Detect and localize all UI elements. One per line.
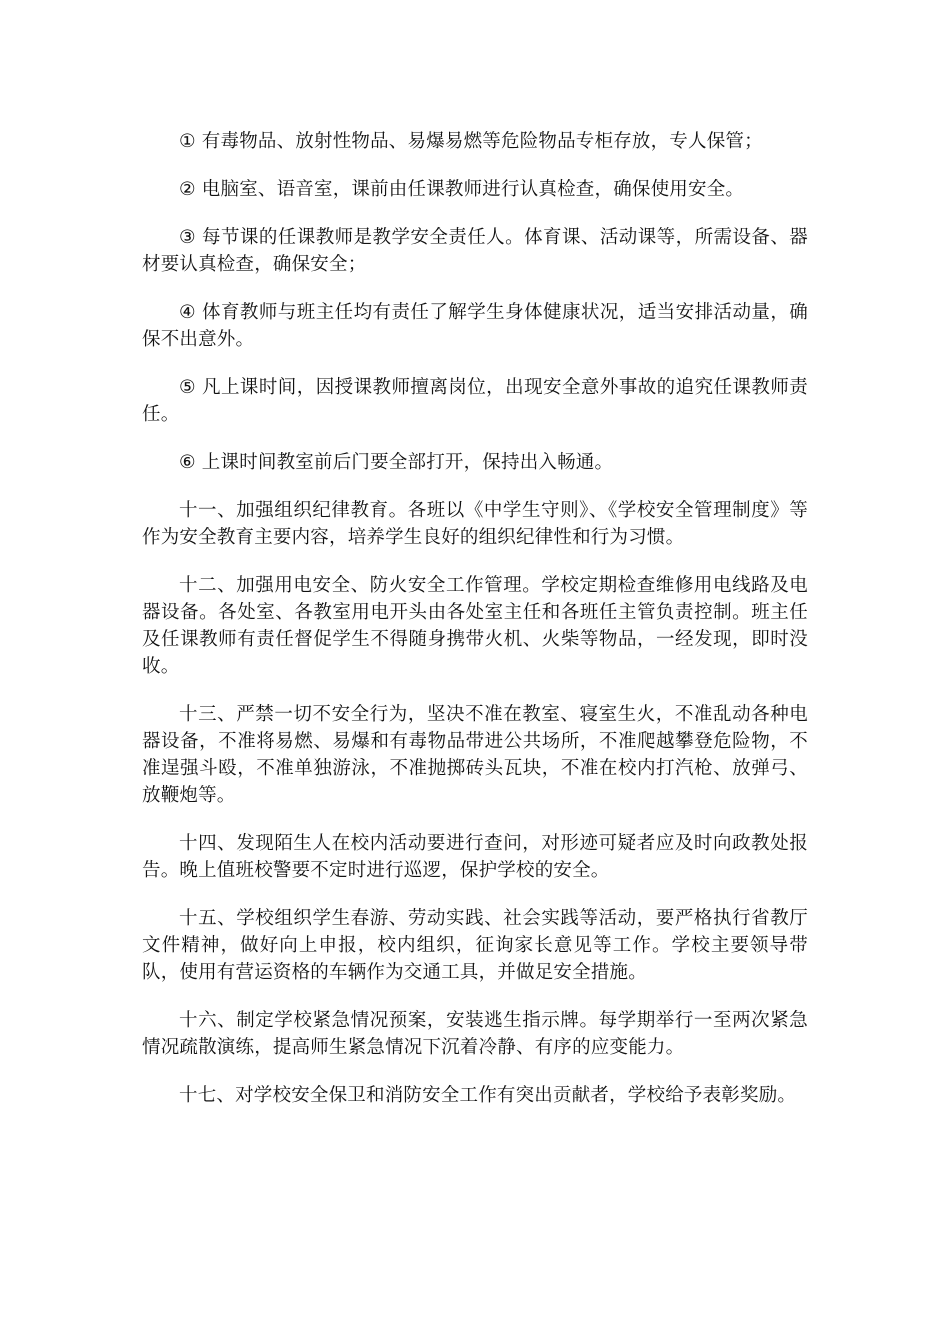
section-paragraph: 十三、严禁一切不安全行为，坚决不准在教室、寝室生火，不准乱动各种电器设备，不准将易燃、易爆和有毒物品带进公共场所，不准爬越攀登危险物，不准逞强斗殴，不准单独游泳，不准抛掷砖头瓦块，不准在校内打汽枪、放弹弓、放鞭炮等。 [142, 704, 808, 806]
item-text: 电脑室、语音室，课前由任课教师进行认真检查，确保使用安全。 [201, 179, 745, 200]
item-text: 凡上课时间，因授课教师擅离岗位，出现安全意外事故的追究任课教师责任。 [142, 377, 808, 425]
item-text: 有毒物品、放射性物品、易爆易燃等危险物品专柜存放，专人保管； [201, 131, 763, 152]
item-number: ⑤ [179, 377, 197, 398]
section-paragraph: 十二、加强用电安全、防火安全工作管理。学校定期检查维修用电线路及电器设备。各处室、各教室用电开头由各处室主任和各班任主管负责控制。班主任及任课教师有责任督促学生不得随身携带火机、火柴等物品，一经发现，即时没收。 [142, 575, 808, 677]
list-item [142, 299, 808, 353]
item-number: ④ [179, 302, 197, 323]
document-page [142, 128, 808, 1130]
item-text: 体育教师与班主任均有责任了解学生身体健康状况，适当安排活动量，确保不出意外。 [142, 302, 808, 350]
item-number: ③ [179, 227, 197, 248]
section-paragraph: 十六、制定学校紧急情况预案，安装逃生指示牌。每学期举行一至两次紧急情况疏散演练，提高师生紧急情况下沉着冷静、有序的应变能力。 [142, 1010, 808, 1058]
section-paragraph: 十七、对学校安全保卫和消防安全工作有突出贡献者，学校给予表彰奖励。 [179, 1085, 797, 1106]
item-number: ② [179, 179, 196, 200]
section-paragraph: 十四、发现陌生人在校内活动要进行查问，对形迹可疑者应及时向政教处报告。晚上值班校警要不定时进行巡逻，保护学校的安全。 [142, 833, 808, 881]
item-text: 每节课的任课教师是教学安全责任人。体育课、活动课等，所需设备、器材要认真检查，确保安全； [142, 227, 808, 275]
item-number: ① [179, 131, 196, 152]
section-paragraph: 十五、学校组织学生春游、劳动实践、社会实践等活动，要严格执行省教厅文件精神，做好向上申报，校内组织，征询家长意见等工作。学校主要领导带队，使用有营运资格的车辆作为交通工具，并做足安全措施。 [142, 908, 808, 983]
list-item [142, 224, 808, 278]
list-item [142, 449, 808, 476]
list-item [142, 374, 808, 428]
section-paragraph: 十一、加强组织纪律教育。各班以《中学生守则》、《学校安全管理制度》等作为安全教育主要内容，培养学生良好的组织纪律性和行为习惯。 [142, 500, 808, 548]
item-text: 上课时间教室前后门要全部打开，保持出入畅通。 [201, 452, 614, 473]
item-number: ⑥ [179, 452, 196, 473]
list-item [142, 176, 808, 203]
list-item [142, 128, 808, 155]
